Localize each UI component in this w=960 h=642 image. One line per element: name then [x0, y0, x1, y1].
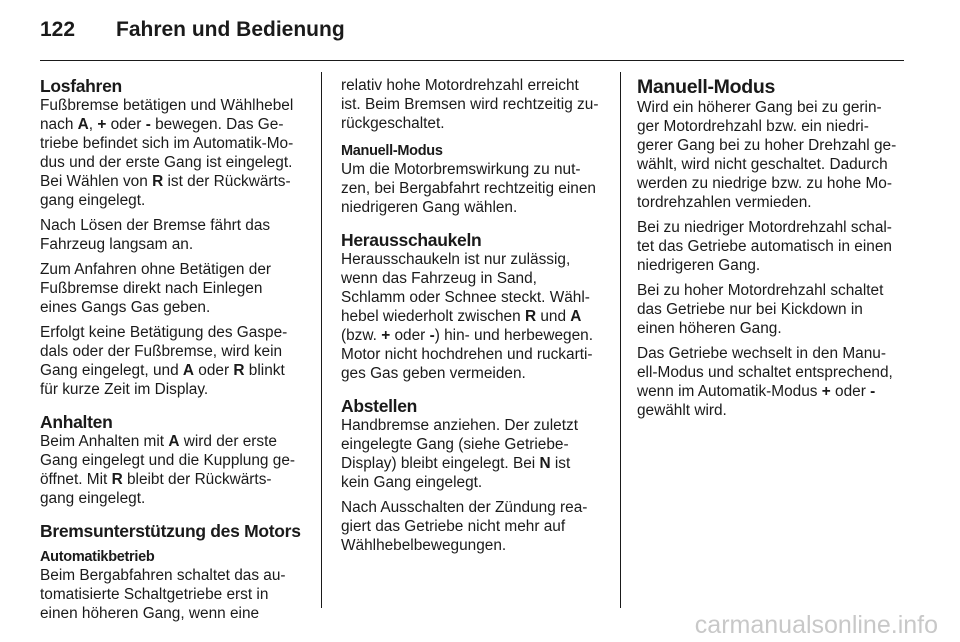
- selector-position: A: [77, 116, 89, 133]
- text-line: für kurze Zeit im Display.: [40, 381, 209, 398]
- text-line: öffnet. Mit R bleibt der Rückwärts-: [40, 471, 272, 488]
- section-heading: Automatikbetrieb: [40, 549, 155, 565]
- selector-position: R: [233, 362, 245, 379]
- section-heading: Manuell-Modus: [341, 143, 443, 159]
- text-line: Bei zu hoher Motordrehzahl schaltet: [637, 282, 884, 299]
- text-line: tomatisierte Schaltgetriebe erst in: [40, 586, 269, 603]
- paragraph: [341, 416, 609, 492]
- selector-position: N: [539, 455, 551, 472]
- section-heading: Manuell-Modus: [637, 76, 776, 98]
- selector-position: A: [182, 362, 195, 379]
- text-line: wenn das Fahrzeug in Sand,: [341, 270, 537, 287]
- spacer: [40, 514, 308, 521]
- text-line: wählt, wird nicht geschaltet. Dadurch: [637, 156, 888, 173]
- text-line: Nach Lösen der Bremse fährt das: [40, 217, 271, 234]
- text-line: Um die Motorbremswirkung zu nut-: [341, 161, 581, 178]
- text-line: gewählt wird.: [637, 402, 727, 419]
- text-line: Beim Anhalten mit A wird der erste: [40, 433, 277, 450]
- text-line: Fußbremse direkt nach Einlegen: [40, 280, 263, 297]
- paragraph: [40, 323, 308, 399]
- text-line: giert das Getriebe nicht mehr auf: [341, 518, 566, 535]
- column-divider: [620, 72, 621, 608]
- watermark: carmanualsonline.info: [694, 611, 938, 639]
- section-heading: Anhalten: [40, 412, 113, 432]
- selector-position: -: [145, 116, 151, 133]
- selector-position: R: [111, 471, 123, 488]
- text-line: einen höheren Gang.: [637, 320, 782, 337]
- text-line: Nach Ausschalten der Zündung rea-: [341, 499, 588, 516]
- paragraph: [40, 566, 308, 623]
- paragraph: [40, 432, 308, 508]
- text-line: ist. Beim Bremsen wird rechtzeitig zu-: [341, 96, 599, 113]
- section-heading: Abstellen: [341, 396, 418, 416]
- selector-position: R: [524, 308, 537, 325]
- text-line: dus und der erste Gang ist eingelegt.: [40, 154, 293, 171]
- selector-position: A: [168, 433, 180, 450]
- text-line: Fahrzeug langsam an.: [40, 236, 194, 253]
- text-line: Wird ein höherer Gang bei zu gerin-: [637, 99, 882, 116]
- text-line: tordrehzahlen vermieden.: [637, 194, 812, 211]
- text-line: Herausschaukeln ist nur zulässig,: [341, 251, 571, 268]
- text-line: Handbremse anziehen. Der zuletzt: [341, 417, 578, 434]
- paragraph: [637, 281, 905, 338]
- spacer: [40, 405, 308, 412]
- spacer: [40, 541, 308, 548]
- text-line: Erfolgt keine Betätigung des Gaspe-: [40, 324, 288, 341]
- column-right: [637, 76, 905, 426]
- page-number: 122: [40, 18, 76, 41]
- selector-position: +: [821, 383, 831, 400]
- text-line: dals oder der Fußbremse, wird kein: [40, 343, 283, 360]
- text-line: Bei Wählen von R ist der Rückwärts-: [40, 173, 291, 190]
- text-line: hebel wiederholt zwischen R und A: [341, 308, 582, 325]
- paragraph: [341, 498, 609, 555]
- selector-position: A: [570, 308, 582, 325]
- text-line: Display) bleibt eingelegt. Bei N ist: [341, 455, 571, 472]
- text-line: ell-Modus und schaltet entsprechend,: [637, 364, 893, 381]
- selector-position: R: [152, 173, 164, 190]
- paragraph: [637, 218, 905, 275]
- selector-position: -: [870, 383, 876, 400]
- paragraph: [341, 250, 609, 383]
- text-line: wenn im Automatik-Modus + oder -: [637, 383, 876, 400]
- section-heading: Herausschaukeln: [341, 230, 482, 250]
- text-line: eingelegte Gang (siehe Getriebe-: [341, 436, 569, 453]
- text-line: Wählhebelbewegungen.: [341, 537, 507, 554]
- text-line: rückgeschaltet.: [341, 115, 445, 132]
- column-middle: [341, 76, 609, 561]
- text-line: tet das Getriebe automatisch in einen: [637, 238, 892, 255]
- spacer: [341, 223, 609, 230]
- text-line: zen, bei Bergabfahrt rechtzeitig einen: [341, 180, 596, 197]
- text-line: gang eingelegt.: [40, 490, 146, 507]
- paragraph: [40, 216, 308, 254]
- text-line: Fußbremse betätigen und Wählhebel: [40, 97, 294, 114]
- text-line: werden zu niedrige bzw. zu hohe Mo-: [637, 175, 892, 192]
- text-line: gerer Gang bei zu hoher Drehzahl ge-: [637, 137, 897, 154]
- text-line: ges Gas geben vermeiden.: [341, 365, 526, 382]
- selector-position: +: [381, 327, 391, 344]
- selector-position: +: [97, 116, 107, 133]
- text-line: niedrigeren Gang.: [637, 257, 761, 274]
- text-line: relativ hohe Motordrehzahl erreicht: [341, 77, 579, 94]
- text-line: Beim Bergabfahren schaltet das au-: [40, 567, 286, 584]
- paragraph: [341, 160, 609, 217]
- paragraph: [40, 96, 308, 210]
- text-line: Gang eingelegt, und A oder R blinkt: [40, 362, 285, 379]
- text-line: Motor nicht hochdrehen und ruckarti-: [341, 346, 593, 363]
- text-line: triebe befindet sich im Automatik-Mo-: [40, 135, 294, 152]
- header-rule: [40, 60, 904, 61]
- spacer: [341, 389, 609, 396]
- selector-position: -: [429, 327, 435, 344]
- text-line: Zum Anfahren ohne Betätigen der: [40, 261, 272, 278]
- column-left: [40, 76, 308, 629]
- text-line: einen höheren Gang, wenn eine: [40, 605, 260, 622]
- text-line: kein Gang eingelegt.: [341, 474, 483, 491]
- paragraph: [341, 76, 609, 133]
- paragraph: [637, 98, 905, 212]
- text-line: Schlamm oder Schnee steckt. Wähl-: [341, 289, 590, 306]
- text-line: das Getriebe nur bei Kickdown in: [637, 301, 863, 318]
- text-line: eines Gangs Gas geben.: [40, 299, 211, 316]
- text-line: nach A, + oder - bewegen. Das Ge-: [40, 116, 284, 133]
- text-line: niedrigeren Gang wählen.: [341, 199, 518, 216]
- section-heading: Bremsunterstützung des Motors: [40, 521, 301, 541]
- column-divider: [321, 72, 322, 608]
- text-line: ger Motordrehzahl bzw. ein niedri-: [637, 118, 869, 135]
- text-line: gang eingelegt.: [40, 192, 146, 209]
- text-line: Bei zu niedriger Motordrehzahl schal-: [637, 219, 892, 236]
- text-line: Gang eingelegt und die Kupplung ge-: [40, 452, 296, 469]
- text-line: (bzw. + oder -) hin- und herbewegen.: [341, 327, 593, 344]
- text-line: Das Getriebe wechselt in den Manu-: [637, 345, 886, 362]
- paragraph: [40, 260, 308, 317]
- paragraph: [637, 344, 905, 420]
- chapter-title: Fahren und Bedienung: [116, 18, 345, 41]
- section-heading: Losfahren: [40, 76, 122, 96]
- page-header: [40, 14, 904, 62]
